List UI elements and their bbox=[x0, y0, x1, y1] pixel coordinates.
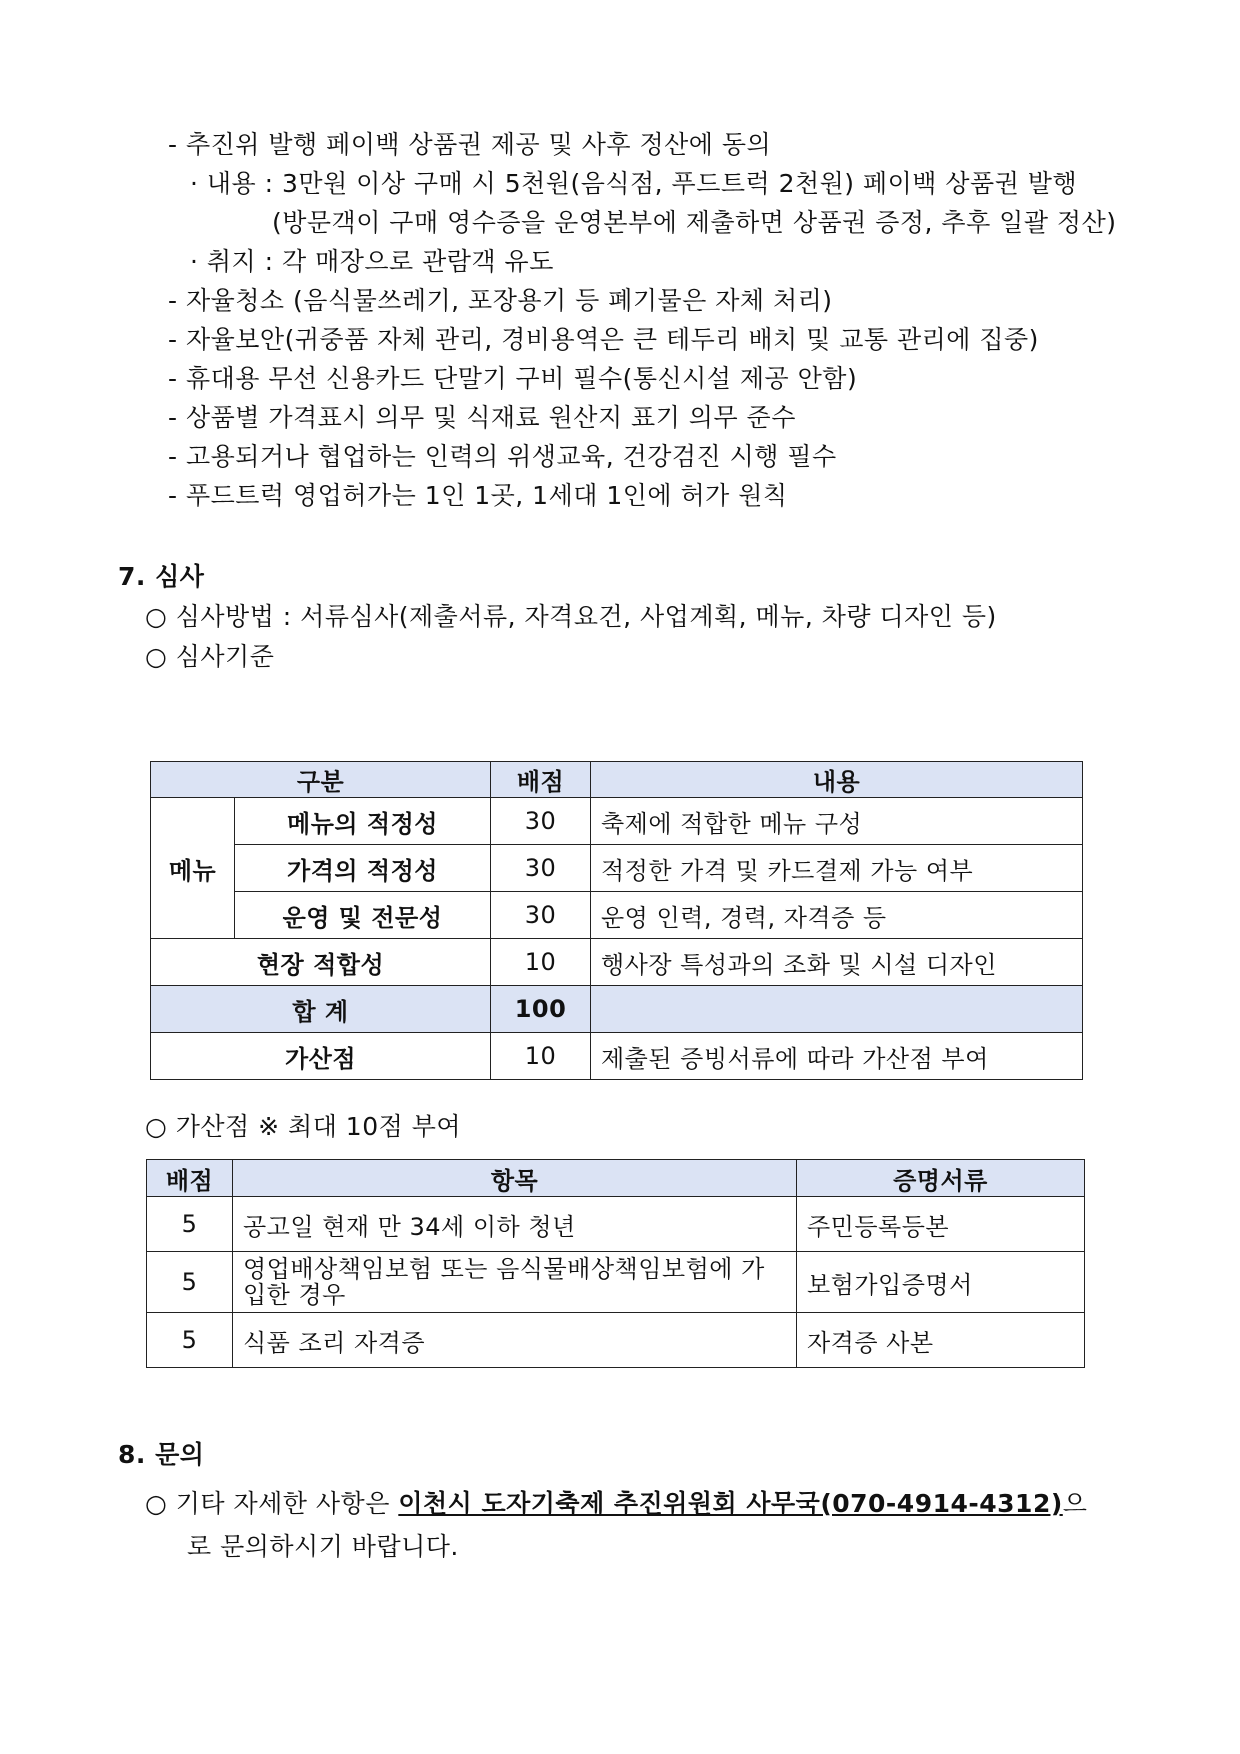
criteria-total-label: 합 계 bbox=[151, 986, 491, 1033]
criteria-bonus-item: 가산점 bbox=[151, 1033, 491, 1080]
criteria-score: 30 bbox=[491, 798, 591, 845]
criteria-total-score: 100 bbox=[491, 986, 591, 1033]
criteria-score: 30 bbox=[491, 892, 591, 939]
criteria-bonus-score: 10 bbox=[491, 1033, 591, 1080]
criteria-header-row bbox=[151, 762, 1083, 798]
section-7-title: 7. 심사 bbox=[118, 562, 205, 591]
bonus-score: 5 bbox=[147, 1252, 233, 1313]
bonus-doc: 주민등록등본 bbox=[797, 1197, 1085, 1252]
condition-card-terminal: - 휴대용 무선 신용카드 단말기 구비 필수(통신시설 제공 안함) bbox=[168, 364, 858, 393]
inquiry-prefix: ○ 기타 자세한 사항은 bbox=[145, 1489, 399, 1518]
section-8-title: 8. 문의 bbox=[118, 1440, 205, 1469]
criteria-menu-group: 메뉴 bbox=[151, 798, 235, 939]
criteria-total-desc bbox=[591, 986, 1083, 1033]
criteria-site-score: 10 bbox=[491, 939, 591, 986]
bonus-item: 식품 조리 자격증 bbox=[233, 1313, 797, 1368]
criteria-bonus-desc: 제출된 증빙서류에 따라 가산점 부여 bbox=[591, 1033, 1083, 1080]
bonus-table bbox=[146, 1159, 1085, 1368]
bonus-label: ○ 가산점 ※ 최대 10점 부여 bbox=[145, 1112, 462, 1141]
criteria-item: 메뉴의 적정성 bbox=[235, 798, 491, 845]
criteria-desc: 축제에 적합한 메뉴 구성 bbox=[591, 798, 1083, 845]
criteria-header-category: 구분 bbox=[151, 762, 491, 798]
bonus-doc: 보험가입증명서 bbox=[797, 1252, 1085, 1313]
table-row bbox=[147, 1197, 1085, 1252]
criteria-total-row bbox=[151, 986, 1083, 1033]
bonus-doc: 자격증 사본 bbox=[797, 1313, 1085, 1368]
condition-payback-content: · 내용 : 3만원 이상 구매 시 5천원(음식점, 푸드트럭 2천원) 페이백 상품권 발행 bbox=[190, 169, 1078, 198]
review-criteria-label: ○ 심사기준 bbox=[145, 642, 275, 671]
bonus-score: 5 bbox=[147, 1313, 233, 1368]
review-method: ○ 심사방법 : 서류심사(제출서류, 자격요건, 사업계획, 메뉴, 차량 디자인 등) bbox=[145, 602, 997, 631]
table-row bbox=[147, 1313, 1085, 1368]
criteria-table bbox=[150, 761, 1083, 1080]
inquiry-suffix: 으 bbox=[1062, 1489, 1088, 1518]
condition-hygiene: - 고용되거나 협업하는 인력의 위생교육, 건강검진 시행 필수 bbox=[168, 442, 837, 471]
bonus-header-item: 항목 bbox=[233, 1160, 797, 1197]
criteria-desc: 운영 인력, 경력, 자격증 등 bbox=[591, 892, 1083, 939]
condition-price-label: - 상품별 가격표시 의무 및 식재료 원산지 표기 의무 준수 bbox=[168, 403, 796, 432]
criteria-header-content: 내용 bbox=[591, 762, 1083, 798]
inquiry-line-2: 로 문의하시기 바랍니다. bbox=[187, 1532, 459, 1561]
bonus-header-row bbox=[147, 1160, 1085, 1197]
criteria-site-item: 현장 적합성 bbox=[151, 939, 491, 986]
inquiry-contact: 이천시 도자기축제 추진위원회 사무국(070-4914-4312) bbox=[398, 1489, 1063, 1518]
table-row bbox=[147, 1252, 1085, 1313]
condition-payback-content-cont: (방문객이 구매 영수증을 운영본부에 제출하면 상품권 증정, 추후 일괄 정산) bbox=[272, 208, 1117, 237]
condition-security: - 자율보안(귀중품 자체 관리, 경비용역은 큰 테두리 배치 및 교통 관리에 집중) bbox=[168, 325, 1039, 354]
condition-payback-purpose: · 취지 : 각 매장으로 관람객 유도 bbox=[190, 247, 554, 276]
condition-payback: - 추진위 발행 페이백 상품권 제공 및 사후 정산에 동의 bbox=[168, 130, 772, 159]
criteria-score: 30 bbox=[491, 845, 591, 892]
criteria-site-desc: 행사장 특성과의 조화 및 시설 디자인 bbox=[591, 939, 1083, 986]
criteria-header-score: 배점 bbox=[491, 762, 591, 798]
table-row bbox=[151, 845, 1083, 892]
criteria-desc: 적정한 가격 및 카드결제 가능 여부 bbox=[591, 845, 1083, 892]
table-row bbox=[151, 892, 1083, 939]
criteria-item: 가격의 적정성 bbox=[235, 845, 491, 892]
table-row bbox=[151, 798, 1083, 845]
bonus-item: 영업배상책임보험 또는 음식물배상책임보험에 가입한 경우 bbox=[233, 1252, 797, 1313]
bonus-item: 공고일 현재 만 34세 이하 청년 bbox=[233, 1197, 797, 1252]
inquiry-line bbox=[145, 1487, 1087, 1521]
bonus-header-score: 배점 bbox=[147, 1160, 233, 1197]
table-row bbox=[151, 1033, 1083, 1080]
criteria-item: 운영 및 전문성 bbox=[235, 892, 491, 939]
condition-cleaning: - 자율청소 (음식물쓰레기, 포장용기 등 폐기물은 자체 처리) bbox=[168, 286, 833, 315]
condition-foodtruck-permit: - 푸드트럭 영업허가는 1인 1곳, 1세대 1인에 허가 원칙 bbox=[168, 481, 788, 510]
bonus-header-doc: 증명서류 bbox=[797, 1160, 1085, 1197]
bonus-score: 5 bbox=[147, 1197, 233, 1252]
table-row bbox=[151, 939, 1083, 986]
